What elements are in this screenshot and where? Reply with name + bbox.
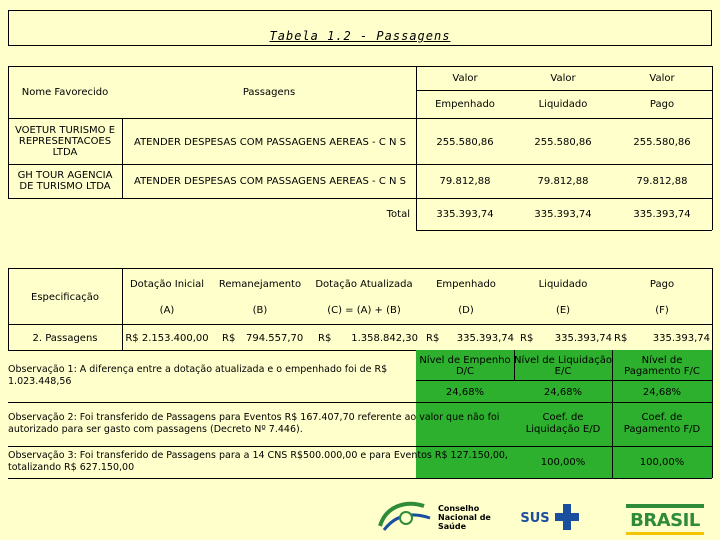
total-pago: 335.393,74 xyxy=(633,208,691,220)
sus-cross-icon xyxy=(554,502,580,532)
total-label: Total xyxy=(386,208,410,220)
row-pago: 335.393,74 xyxy=(652,332,710,344)
header-dotacao-atualizada: Dotação Atualizada xyxy=(315,278,413,290)
row-liquidado: 335.393,74 xyxy=(554,332,612,344)
table1-row2-border xyxy=(8,198,712,199)
table2-right-border xyxy=(712,268,713,350)
nivel-liquidacao-label: Nível de Liquidação E/C xyxy=(514,355,612,377)
letter-f: (F) xyxy=(655,304,669,316)
indicators-border-3 xyxy=(416,446,712,447)
row2-pago: 79.812,88 xyxy=(636,175,688,187)
header2-empenhado: Empenhado xyxy=(436,278,496,290)
header-remanejamento: Remanejamento xyxy=(218,278,302,290)
table1-name-col-border xyxy=(122,118,123,198)
row-pago-currency: R$ xyxy=(614,332,628,344)
header-pago: Pago xyxy=(649,98,675,110)
letter-c: (C) = (A) + (B) xyxy=(327,304,401,316)
table1-top-border xyxy=(8,66,712,67)
table2-header-bottom-border xyxy=(8,324,712,325)
total-liquidado: 335.393,74 xyxy=(534,208,592,220)
table1-total-border xyxy=(416,230,712,231)
brasil-logo-text: BRASIL xyxy=(630,509,700,531)
row1-pago: 255.580,86 xyxy=(633,136,691,148)
letter-b: (B) xyxy=(252,304,268,316)
row-remanejamento-currency: R$ xyxy=(222,332,236,344)
header2-liquidado: Liquidado xyxy=(538,278,588,290)
row-dotacao-atualizada: 1.358.842,30 xyxy=(351,332,418,344)
sus-logo-text: SUS xyxy=(520,510,550,526)
nivel-empenho-label: Nível de Empenho D/C xyxy=(419,355,511,377)
header-liquidado: Liquidado xyxy=(538,98,588,110)
observation-2: Observação 2: Foi transferido de Passagens para Eventos R$ 167.407,70 referente ao valor que não foi autorizado para ser gasto com passagens (Decreto Nº 7.446). xyxy=(8,412,500,435)
row2-nome: GH TOUR AGENCIA DE TURISMO LTDA xyxy=(17,170,113,192)
header-valor-1: Valor xyxy=(452,72,478,84)
indicators-border-4 xyxy=(416,478,712,479)
header-valor-3: Valor xyxy=(649,72,675,84)
row-liquidado-currency: R$ xyxy=(520,332,534,344)
table1-header-mid-border xyxy=(416,90,712,91)
nivel-pagamento-value: 24,68% xyxy=(642,386,682,398)
obs-border-2 xyxy=(8,446,416,447)
obs-border-3 xyxy=(8,478,416,479)
header-nome-favorecido: Nome Favorecido xyxy=(21,86,109,98)
brasil-yellow-stripe xyxy=(626,532,704,535)
header-empenhado: Empenhado xyxy=(435,98,495,110)
table1-header-bottom-border xyxy=(8,118,712,119)
row1-liquidado: 255.580,86 xyxy=(534,136,592,148)
obs-border-1 xyxy=(8,402,416,403)
row-dotacao-atualizada-currency: R$ xyxy=(318,332,332,344)
row1-empenhado: 255.580,86 xyxy=(436,136,494,148)
coef-liquidacao-value: 100,00% xyxy=(540,456,586,468)
page-title: Tabela 1.2 - Passagens xyxy=(269,29,451,43)
row-empenhado-currency: R$ xyxy=(426,332,440,344)
header-valor-2: Valor xyxy=(550,72,576,84)
row-passagens-label: 2. Passagens xyxy=(32,332,98,344)
conselho-logo-text: Conselho Nacional de Saúde xyxy=(438,504,491,531)
header-dotacao-inicial: Dotação Inicial xyxy=(129,278,205,290)
indicators-border-2 xyxy=(416,402,712,403)
header-passagens: Passagens xyxy=(242,86,296,98)
nivel-empenho-value: 24,68% xyxy=(445,386,485,398)
letter-a: (A) xyxy=(159,304,175,316)
letter-d: (D) xyxy=(458,304,474,316)
row2-liquidado: 79.812,88 xyxy=(537,175,589,187)
coef-pagamento-label: Coef. de Pagamento F/D xyxy=(623,412,701,435)
row2-descricao: ATENDER DESPESAS COM PASSAGENS AEREAS - C N S xyxy=(134,175,406,187)
especificacao-label: Especificação xyxy=(31,291,99,303)
row2-empenhado: 79.812,88 xyxy=(439,175,491,187)
letter-e: (E) xyxy=(555,304,571,316)
coef-liquidacao-label: Coef. de Liquidação E/D xyxy=(525,412,601,435)
nivel-pagamento-label: Nível de Pagamento F/C xyxy=(624,355,700,377)
table2-top-border xyxy=(8,268,712,269)
row-empenhado: 335.393,74 xyxy=(456,332,514,344)
row-remanejamento: 794.557,70 xyxy=(246,332,304,344)
table1-right-border xyxy=(712,66,713,230)
coef-pagamento-value: 100,00% xyxy=(639,456,685,468)
observation-3: Observação 3: Foi transferido de Passagens para a 14 CNS R$500.000,00 e para Eventos R$ 127.150,00, totalizando R$ 627.150,00 xyxy=(8,450,508,473)
total-empenhado: 335.393,74 xyxy=(436,208,494,220)
conselho-logo-icon xyxy=(376,496,436,536)
observation-1: Observação 1: A diferença entre a dotação atualizada e o empenhado foi de R$ 1.023.448,56 xyxy=(8,364,388,387)
nivel-liquidacao-value: 24,68% xyxy=(543,386,583,398)
indicators-vborder-3 xyxy=(712,350,713,478)
table1-row1-border xyxy=(8,164,712,165)
row1-descricao: ATENDER DESPESAS COM PASSAGENS AEREAS - C N S xyxy=(134,136,406,148)
row1-nome: VOETUR TURISMO E REPRESENTACOES LTDA xyxy=(14,124,116,158)
indicators-border-1 xyxy=(416,380,712,381)
row-dotacao-inicial: R$ 2.153.400,00 xyxy=(125,332,209,344)
header2-pago: Pago xyxy=(649,278,675,290)
